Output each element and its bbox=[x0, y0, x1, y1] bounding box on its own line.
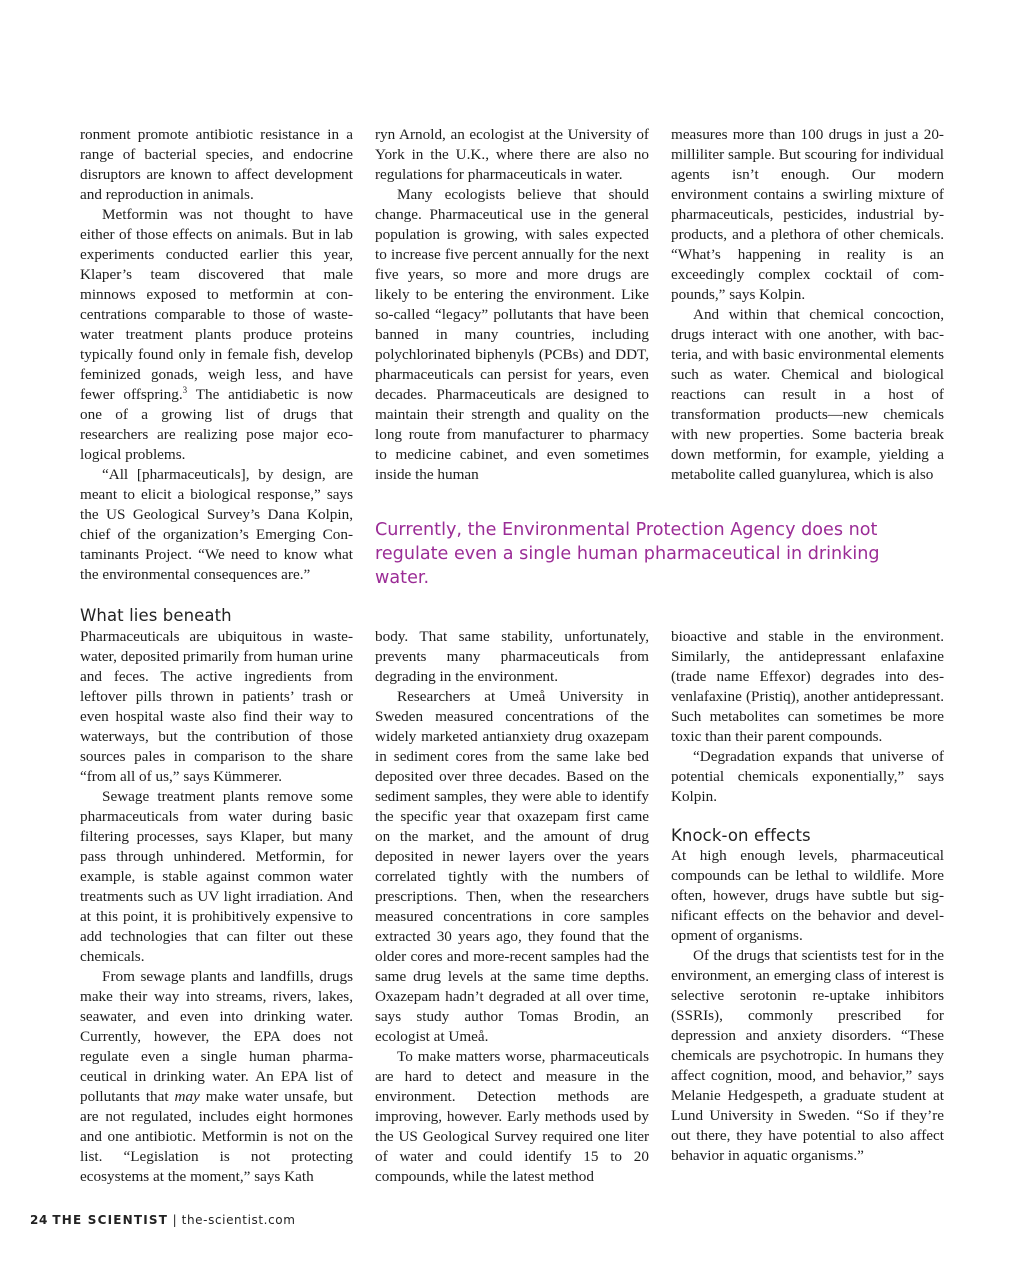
paragraph: measures more than 100 drugs in just a 20-milliliter sample. But scouring for individual agents isn’t enough. Our modern environment contains a swirling mixture of pharmaceuticals, pesticides, industrial by-products, and a plethora of other chemicals. “What’s happening in reality is an exceedingly complex cocktail of compounds,” says Kolpin. bbox=[671, 126, 944, 303]
paragraph: Sewage treatment plants remove some pharmaceuticals from water during basic filtering processes, says Klaper, but many pass through unhindered. Metformin, for example, is stable against common water treatments such as UV light irradiation. And at this point, it is prohibitively expensive to add technologies that can filter out these chemicals. bbox=[80, 788, 353, 965]
paragraph: And within that chemical concoction, drugs interact with one another, with bacteria, and with basic environmental elements such as water. Chemical and biological reactions can result in a host of transformation products—new chemicals with new properties. Some bacteria break down metformin, for example, yielding a metabolite called guanylurea, which is also bbox=[671, 306, 944, 483]
page-number: 24 bbox=[30, 1213, 48, 1227]
paragraph: “Degradation expands that universe of potential chemicals exponentially,” says Kolpin. bbox=[671, 748, 944, 805]
paragraph: Many ecologists believe that should change. Pharmaceutical use in the general population is growing, with sales expected to increase five percent annually for the next five years, so more and more drugs are likely to be entering the environment. Like so-called “legacy” pollutants that have been banned in many countries, including polychlorinated biphenyls (PCBs) and DDT, pharmaceuticals can persist for years, even decades. Pharmaceuticals are designed to maintain their strength and quality on the long route from manufacturer to pharmacy to medicine cabinet, and even sometimes inside the human bbox=[375, 186, 649, 483]
paragraph: Researchers at Umeå University in Sweden measured concentrations of the widely marketed antianxiety drug oxazepam in sediment cores from the same lake bed deposited over three decades. Based on the sediment samples, they were able to identify the specific year that oxazepam first came on the market, and the amount of drug deposited in newer layers over the years correlated tightly with the numbers of prescriptions. Then, when the researchers measured concentrations in core samples extracted 30 years ago, they found that the older cores and more-recent samples had the same drug levels at the same time depths. Oxazepam hadn’t degraded at all over time, says study author Tomas Brodin, an ecologist at Umeå. bbox=[375, 688, 649, 1045]
paragraph: bioactive and stable in the environment. Similarly, the antidepressant enlafaxine (trade name Effexor) degrades into desvenlafaxine (Pristiq), another antidepressant. Such metabolites can sometimes be more toxic than their parent compounds. bbox=[671, 628, 944, 745]
paragraph: From sewage plants and landfills, drugs make their way into streams, rivers, lakes, seawater, and even into drinking water. Currently, however, the EPA does not regulate even a single human pharmaceutical in drinking water. An EPA list of pollutants that may make water unsafe, but are not regulated, includes eight hormones and one antibiotic. Metformin is not on the list. “Legislation is not protecting ecosystems at the moment,” says Kath bbox=[80, 968, 353, 1185]
pull-quote: Currently, the Environmental Protection Agency does not regulate even a single human pharmaceutical in drinking water. bbox=[375, 520, 880, 588]
column-2-bottom bbox=[375, 627, 649, 1187]
column-3-bottom bbox=[671, 627, 944, 1166]
paragraph: To make matters worse, pharmaceuticals are hard to detect and measure in the environment. Detection methods are improving, however. Early methods used by the US Geological Survey required one liter of water and could identify 15 to 20 compounds, while the latest method bbox=[375, 1048, 649, 1185]
paragraph: body. That same stability, unfortunately, prevents many pharmaceuticals from degrading in the environment. bbox=[375, 628, 649, 685]
column-3-top bbox=[671, 125, 944, 485]
magazine-name: THE SCIENTIST bbox=[52, 1213, 169, 1227]
footnote-reference: 3 bbox=[182, 384, 188, 395]
subheading-knock-on-effects: Knock-on effects bbox=[671, 826, 811, 845]
footer-separator: | bbox=[172, 1213, 178, 1227]
subheading-what-lies-beneath: What lies beneath bbox=[80, 606, 232, 625]
column-1-bottom bbox=[80, 627, 353, 1187]
page-footer bbox=[30, 1213, 296, 1227]
website-link[interactable]: the-scientist.com bbox=[181, 1213, 296, 1227]
paragraph: Of the drugs that scientists test for in the environment, an emerging class of interest is selective serotonin re-uptake inhibitors (SSRIs), commonly prescribed for depression and anxiety disorders. “These chemicals are psychotropic. In humans they affect cognition, mood, and behavior,” says Melanie Hedgespeth, a graduate student at Lund University in Sweden. “So if they’re out there, they have potential to also affect behavior in aquatic organisms.” bbox=[671, 947, 944, 1164]
emphasis: may bbox=[174, 1088, 200, 1105]
paragraph: At high enough levels, pharmaceutical compounds can be lethal to wildlife. More often, however, drugs have subtle but significant effects on the behavior and development of organisms. bbox=[671, 847, 944, 944]
column-1-top bbox=[80, 125, 353, 585]
paragraph: Pharmaceuticals are ubiquitous in wastewater, deposited primarily from human urine and feces. The active ingredients from leftover pills thrown in patients’ trash or even hospital waste also find their way to waterways, but the contribution of those sources pales in comparison to the share “from all of us,” says Kümmerer. bbox=[80, 628, 353, 785]
paragraph: Metformin was not thought to have either of those effects on animals. But in lab experiments conducted earlier this year, Klaper’s team discovered that male minnows exposed to metformin at concentrations comparable to those of wastewater treatment plants produce proteins typically found only in female fish, develop feminized gonads, weigh less, and have fewer offspring.$^3$ The antidiabetic is now one of a growing list of drugs that researchers are realizing pose major ecological problems. bbox=[80, 206, 354, 463]
column-2-top bbox=[375, 125, 649, 485]
paragraph: ryn Arnold, an ecologist at the University of York in the U.K., where there are also no regulations for pharmaceuticals in water. bbox=[375, 126, 649, 183]
paragraph: ronment promote antibiotic resistance in a range of bacterial species, and endocrine disruptors are known to affect development and reproduction in animals. bbox=[80, 126, 353, 203]
paragraph: “All [pharmaceuticals], by design, are meant to elicit a biological response,” says the US Geological Survey’s Dana Kolpin, chief of the organization’s Emerging Contaminants Project. “We need to know what the environmental consequences are.” bbox=[80, 466, 353, 583]
